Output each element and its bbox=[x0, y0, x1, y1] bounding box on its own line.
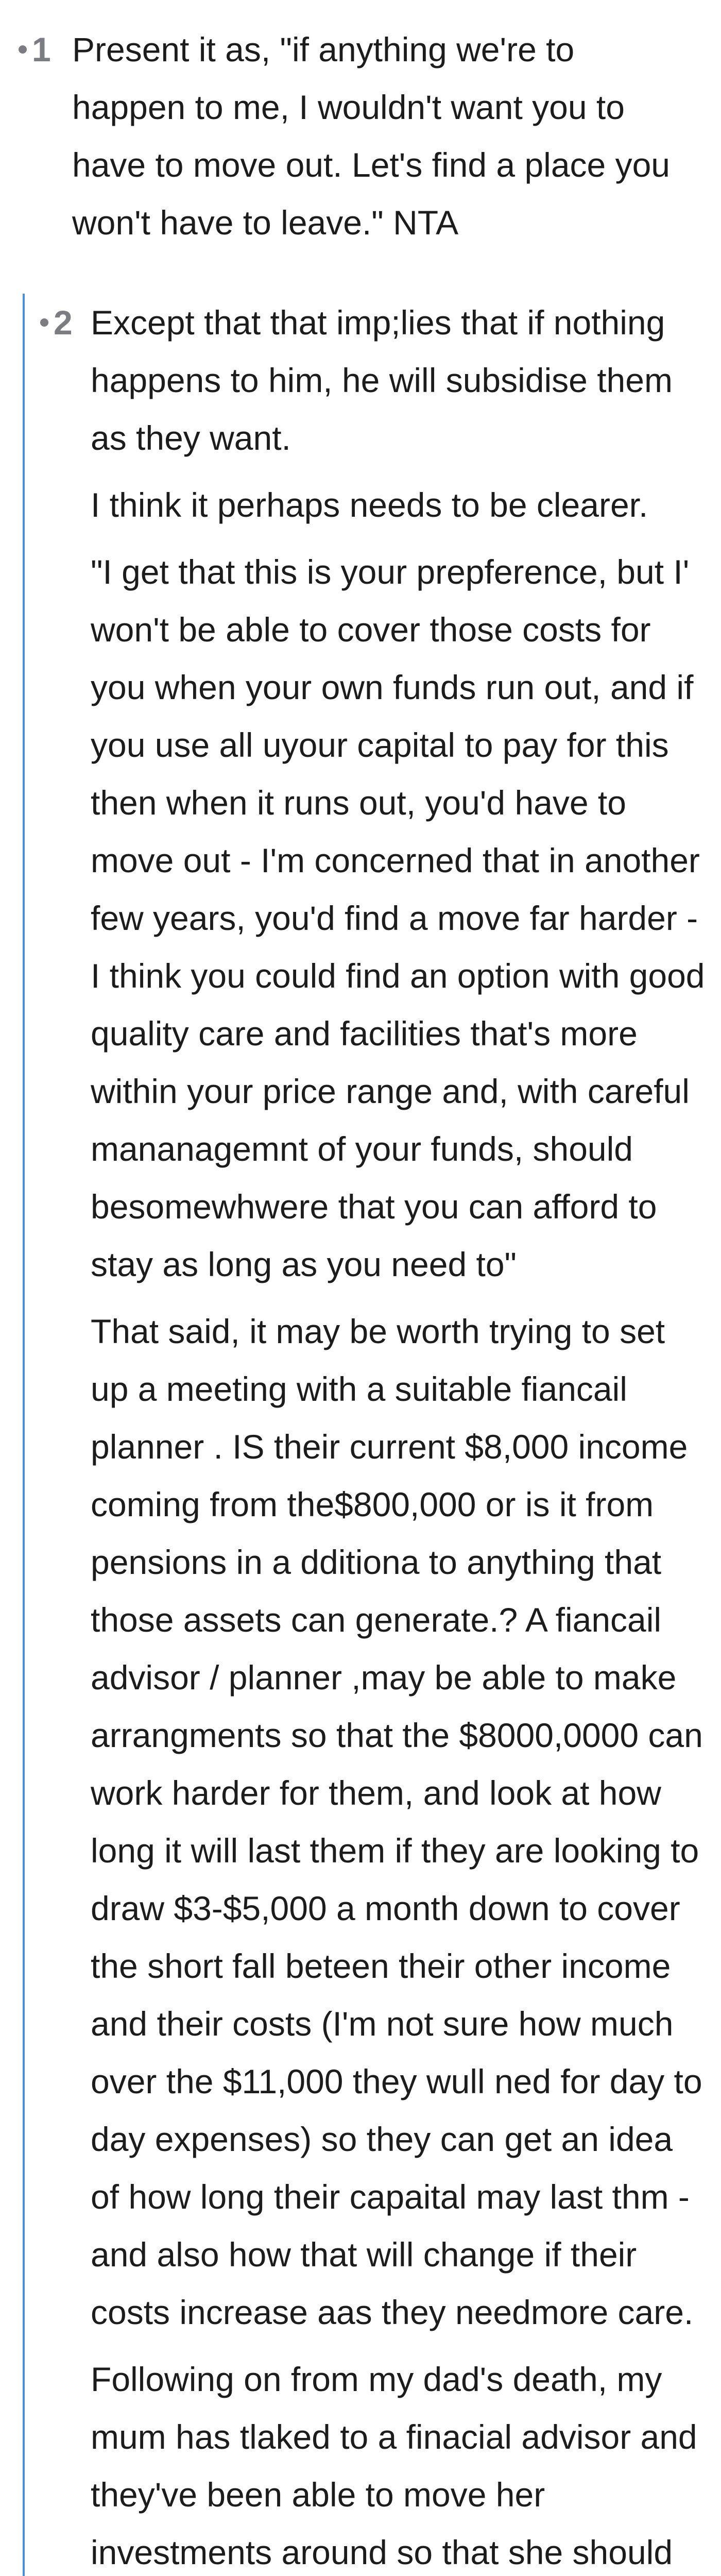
comment-paragraph: Following on from my dad's death, my mum has tlaked to a finacial advisor and they've been able to move her investments around so that she should bbox=[91, 2360, 697, 2571]
comment-2 bbox=[0, 294, 721, 2576]
comment-2-meta[interactable] bbox=[40, 294, 73, 351]
comment-paragraph: That said, it may be worth trying to set up a meeting with a suitable fiancail planner . IS their current $8,000 income coming from the$800,000 or is it from pensions in a dditiona to anything that those assets can generate.? A fiancail advisor / planner ,may be able to make arrangments so that the $8000,0000 can work harder for them, and look at how long it will last them if they are looking to draw $3-$5,000 a month down to cover the short fall beteen their other income and their costs (I'm not sure how much over the $11,000 they wull ned for day to day expenses) so they can get an idea of how long their capaital may last thm - and also how that will change if their costs increase aas they needmore care. bbox=[91, 1312, 703, 2331]
comment-number: 1 bbox=[32, 30, 51, 69]
comment-number: 2 bbox=[54, 303, 73, 342]
comment-paragraph: Present it as, "if anything we're to happen to me, I wouldn't want you to have to move out. Let's find a place you won't have to leave." NTA bbox=[72, 30, 670, 242]
comment-paragraph: Except that that imp;lies that if nothing happens to him, he will subsidise them as they want. bbox=[91, 303, 673, 457]
comment-1 bbox=[0, 0, 721, 251]
comment-1-body bbox=[72, 21, 675, 251]
comment-paragraph: I think it perhaps needs to be clearer. bbox=[91, 486, 648, 524]
comment-2-body bbox=[91, 294, 709, 2576]
child-comments bbox=[0, 294, 721, 2576]
bullet-dot-icon bbox=[19, 45, 27, 54]
bullet-dot-icon bbox=[40, 318, 48, 327]
comment-paragraph: "I get that this is your prepference, but I' won't be able to cover those costs for you when your own funds run out, and if you use all uyour capital to pay for this then when it runs out, you'd have to move out - I'm concerned that in another few years, you'd find a move far harder - I think you could find an option with good quality care and facilities that's more within your price range and, with careful mananagemnt of your funds, should besomewhwere that you can afford to stay as long as you need to" bbox=[91, 553, 705, 1283]
comment-1-meta[interactable] bbox=[19, 21, 51, 78]
